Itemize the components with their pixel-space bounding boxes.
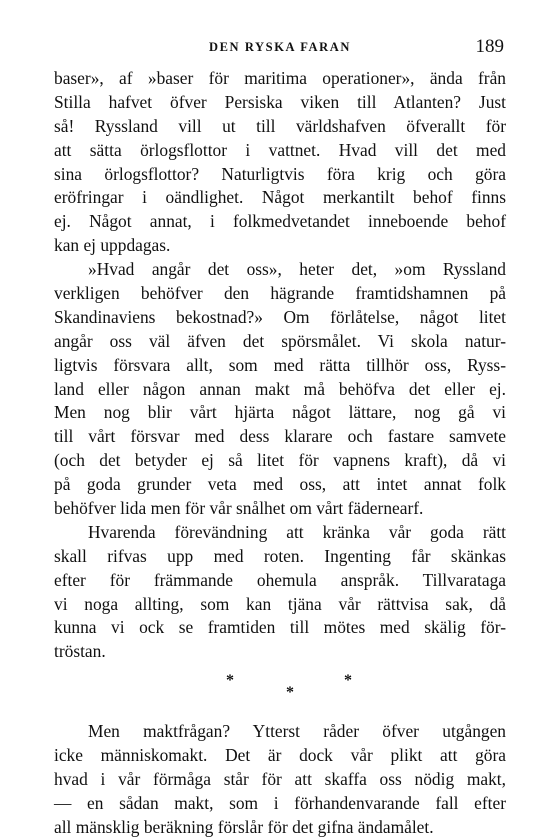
text-line: kunna vi ock se framtiden till mötes med skälig för- xyxy=(54,617,506,638)
page-header xyxy=(56,36,504,60)
text-line: all mänsklig beräkning förslår för det gifna ändamålet. xyxy=(54,816,434,837)
text-line: — en sådan makt, som i förhandenvarande fall efter xyxy=(54,792,506,813)
paragraph-1 xyxy=(54,67,506,258)
asterisk: * xyxy=(344,672,352,690)
text-line: verkligen behöfver den hägrande framtidshamnen på xyxy=(54,283,506,304)
text-line: Men maktfrågan? Ytterst råder öfver utgången xyxy=(88,721,506,742)
text-line: Men nog blir vårt hjärta något lättare, nog gå vi xyxy=(54,402,506,423)
paragraph-3 xyxy=(54,521,506,664)
asterisk: * xyxy=(226,672,234,690)
text-line: angår oss väl äfven det spörsmålet. Vi skola natur- xyxy=(54,330,506,351)
text-line: Hvarenda förevändning att kränka vår goda rätt xyxy=(88,521,506,542)
text-line: på goda grunder veta med oss, att intet annat folk xyxy=(54,474,506,495)
text-line: behöfver lida men för vår snålhet om vårt fädernearf. xyxy=(54,498,424,519)
text-line: efter för främmande ohemula anspråk. Tillvarataga xyxy=(54,569,506,590)
text-line: till vårt försvar med dess klarare och fastare samvete xyxy=(54,426,506,447)
text-line: baser», af »baser för maritima operationer», ända från xyxy=(54,68,506,88)
page-number: 189 xyxy=(475,36,504,57)
text-line: att sätta örlogsflottor i vattnet. Hvad vill det med xyxy=(54,139,506,160)
paragraph-4 xyxy=(54,720,506,839)
text-line: ej. Något annat, i folkmedvetandet inneboende behof xyxy=(54,211,506,232)
text-line: vi noga allting, som kan tjäna vår rättvisa sak, då xyxy=(54,593,506,614)
asterisk: * xyxy=(286,684,294,702)
text-line: (och det betyder ej så litet för vapnens kraft), då vi xyxy=(54,450,506,471)
text-line: eröfringar i oändlighet. Något merkantilt behof finns xyxy=(54,187,506,208)
text-line: sina örlogsflottor? Naturligtvis föra krig och göra xyxy=(54,163,506,184)
page-body xyxy=(54,67,506,840)
text-line: hvad i vår förmåga står för att skaffa oss nödig makt, xyxy=(54,769,506,790)
text-line: så! Ryssland vill ut till världshafven öfverallt för xyxy=(54,115,506,136)
text-line: tröstan. xyxy=(54,641,106,662)
paragraph-2 xyxy=(54,258,506,521)
text-line: land eller någon annan makt må behöfva det eller ej. xyxy=(54,378,506,399)
text-line: Skandinaviens bekostnad?» Om förlåtelse, något litet xyxy=(54,306,506,327)
section-break-asterism xyxy=(54,668,506,720)
text-line: icke människomakt. Det är dock vår plikt att göra xyxy=(54,745,506,766)
text-line: Stilla hafvet öfver Persiska viken till Atlanten? Just xyxy=(54,91,506,112)
text-line: ligtvis försvara allt, som med rätta tillhör oss, Ryss- xyxy=(54,354,506,375)
running-head: DEN RYSKA FARAN xyxy=(208,40,352,54)
text-line: »Hvad angår det oss», heter det, »om Ryssland xyxy=(88,259,506,280)
text-line: kan ej uppdagas. xyxy=(54,235,171,256)
text-line: skall rifvas upp med roten. Ingenting får skänkas xyxy=(54,545,506,566)
